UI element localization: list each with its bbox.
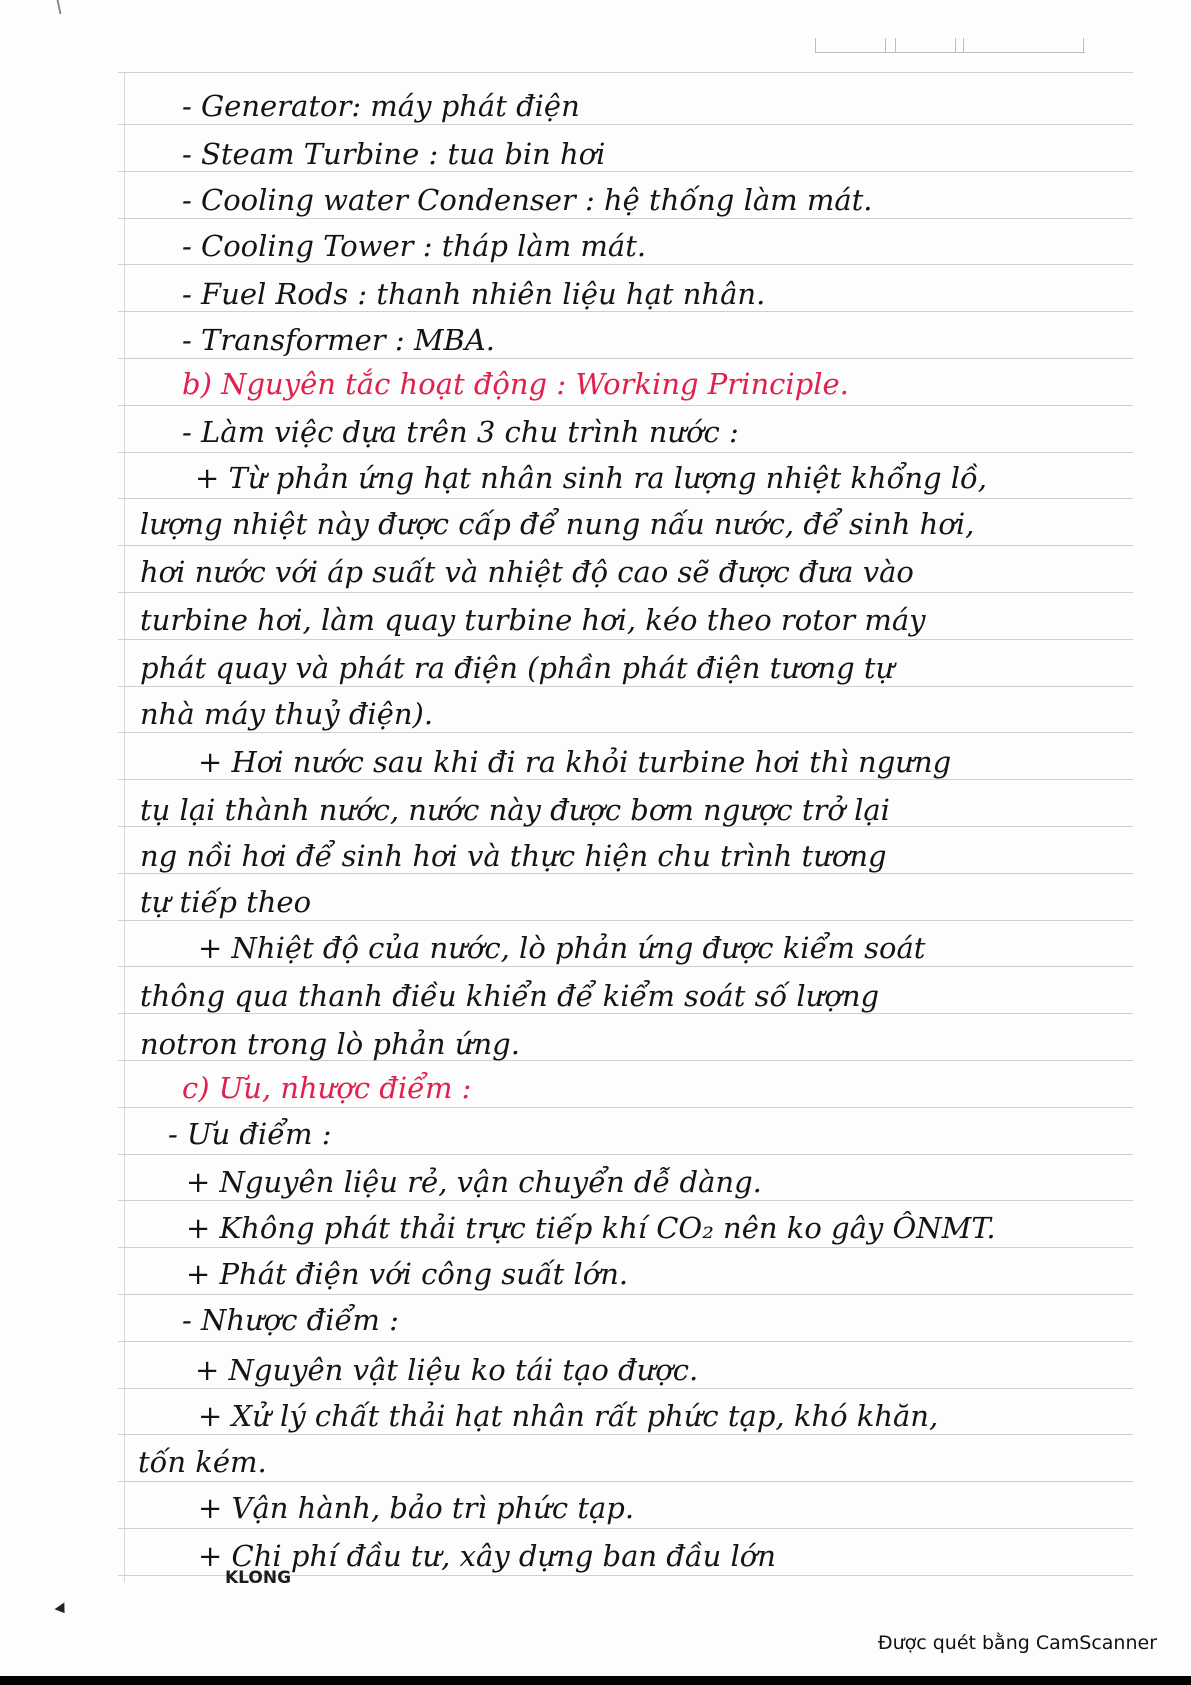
note-line: - Steam Turbine : tua bin hơi (182, 137, 606, 171)
ruled-line (118, 1247, 1133, 1248)
ruled-line (118, 1200, 1133, 1201)
ruled-line (118, 966, 1133, 967)
ruled-line (118, 1294, 1133, 1295)
note-line: + Xử lý chất thải hạt nhân rất phức tạp, khó khăn, (198, 1399, 939, 1433)
note-line: + Chi phí đầu tư, xây dựng ban đầu lớn (198, 1539, 776, 1573)
ruled-line (118, 686, 1133, 687)
note-line: - Generator: máy phát điện (182, 89, 580, 123)
ruled-line (118, 1481, 1133, 1482)
page-corner-mark (57, 0, 72, 14)
ruled-line (118, 311, 1133, 312)
note-line: - Fuel Rods : thanh nhiên liệu hạt nhân. (182, 277, 766, 311)
ruled-line (118, 72, 1133, 73)
scanner-watermark: Được quét bằng CamScanner (877, 1632, 1157, 1654)
note-line: + Nhiệt độ của nước, lò phản ứng được kiểm soát (198, 931, 926, 965)
note-line: + Nguyên liệu rẻ, vận chuyển dễ dàng. (186, 1165, 762, 1199)
note-line: tụ lại thành nước, nước này được bơm ngược trở lại (140, 793, 890, 827)
note-line: + Phát điện với công suất lớn. (186, 1257, 629, 1291)
note-line: hơi nước với áp suất và nhiệt độ cao sẽ được đưa vào (140, 555, 914, 589)
note-line: - Ưu điểm : (168, 1117, 332, 1151)
scan-edge-band (0, 1676, 1191, 1685)
margin-line (124, 72, 125, 1582)
note-line: - Cooling water Condenser : hệ thống làm mát. (182, 183, 873, 217)
ruled-line (118, 171, 1133, 172)
note-line: + Vận hành, bảo trì phức tạp. (198, 1491, 635, 1525)
ruled-line (118, 592, 1133, 593)
note-line: nhà máy thuỷ điện). (140, 697, 434, 731)
header-date-box (815, 38, 1085, 53)
note-line: - Làm việc dựa trên 3 chu trình nước : (182, 415, 739, 449)
note-line: lượng nhiệt này được cấp để nung nấu nước, để sinh hơi, (140, 507, 975, 541)
note-line: - Nhược điểm : (182, 1303, 399, 1337)
ruled-line (118, 1154, 1133, 1155)
section-heading-c: c) Ưu, nhược điểm : (182, 1071, 472, 1105)
note-line: ng nồi hơi để sinh hơi và thực hiện chu trình tương (140, 839, 887, 873)
section-heading-b: b) Nguyên tắc hoạt động : Working Principle. (182, 367, 849, 401)
note-line: turbine hơi, làm quay turbine hơi, kéo theo rotor máy (140, 603, 926, 637)
corner-arrow-icon (55, 1602, 70, 1616)
note-line: tốn kém. (138, 1445, 267, 1479)
ruled-line (118, 264, 1133, 265)
ruled-line (118, 452, 1133, 453)
ruled-line (118, 405, 1133, 406)
ruled-line (118, 732, 1133, 733)
ruled-line (118, 218, 1133, 219)
ruled-line (118, 920, 1133, 921)
ruled-line (118, 1107, 1133, 1108)
note-line: + Hơi nước sau khi đi ra khỏi turbine hơi thì ngưng (198, 745, 952, 779)
note-line: + Từ phản ứng hạt nhân sinh ra lượng nhiệt khổng lồ, (195, 461, 988, 495)
ruled-line (118, 124, 1133, 125)
note-line: notron trong lò phản ứng. (140, 1027, 520, 1061)
ruled-line (118, 1341, 1133, 1342)
ruled-line (118, 1434, 1133, 1435)
ruled-line (118, 1528, 1133, 1529)
ruled-line (118, 873, 1133, 874)
ruled-line (118, 1388, 1133, 1389)
ruled-line (118, 639, 1133, 640)
note-line: tự tiếp theo (140, 885, 312, 919)
ruled-line (118, 1013, 1133, 1014)
ruled-line (118, 779, 1133, 780)
ruled-line (118, 498, 1133, 499)
note-line: + Không phát thải trực tiếp khí CO₂ nên ko gây ÔNMT. (186, 1211, 996, 1245)
note-line: - Transformer : MBA. (182, 323, 496, 357)
ruled-line (118, 358, 1133, 359)
notebook-brand: KLONG (225, 1568, 292, 1588)
ruled-line (118, 545, 1133, 546)
note-line: phát quay và phát ra điện (phần phát điện tương tự (140, 651, 895, 685)
note-line: thông qua thanh điều khiển để kiểm soát số lượng (140, 979, 880, 1013)
note-line: - Cooling Tower : tháp làm mát. (182, 229, 647, 263)
note-line: + Nguyên vật liệu ko tái tạo được. (195, 1353, 699, 1387)
